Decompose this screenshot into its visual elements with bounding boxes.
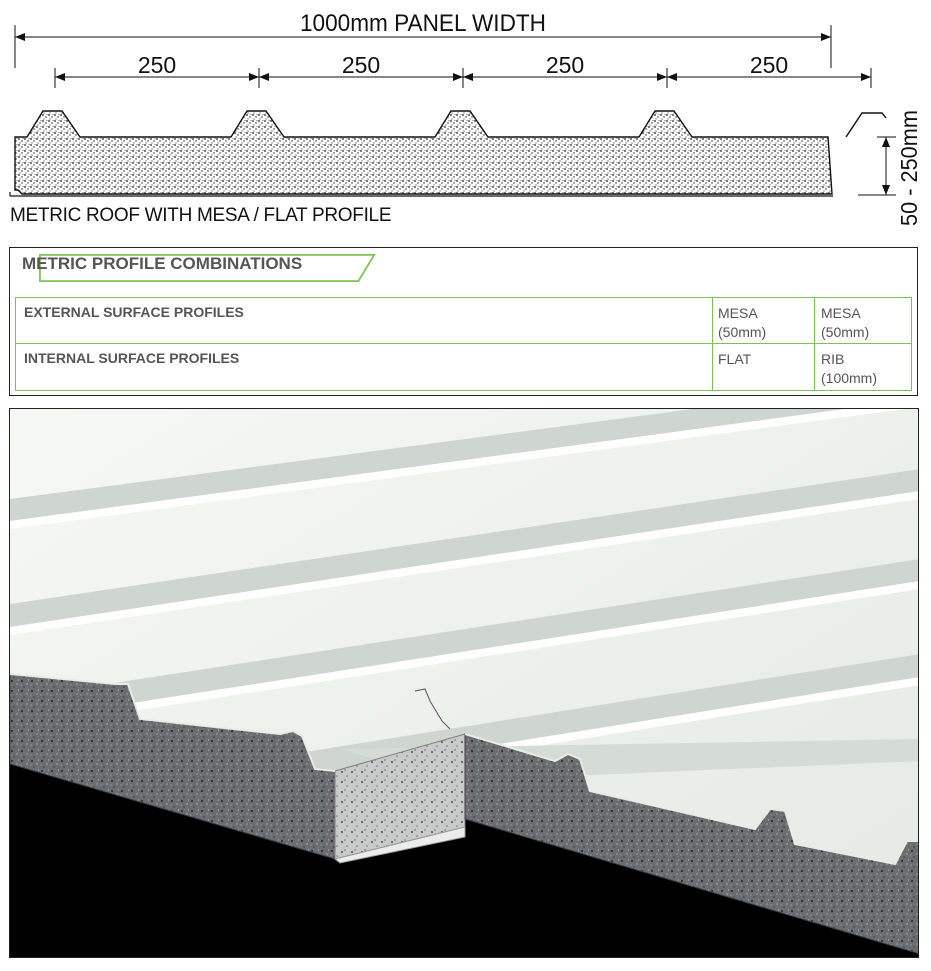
segment-label-1: 250 bbox=[137, 52, 177, 78]
segment-label-2: 250 bbox=[341, 52, 381, 78]
row-col1 bbox=[713, 298, 815, 343]
segment-dimensions bbox=[55, 52, 871, 88]
row-col1-line1: MESA bbox=[718, 305, 758, 321]
row-col2-line2: (100mm) bbox=[821, 370, 878, 386]
row-col1 bbox=[713, 344, 815, 390]
row-label: EXTERNAL SURFACE PROFILES bbox=[16, 298, 713, 343]
thickness-label: 50 - 250mm bbox=[896, 103, 922, 226]
panel-profile-drawing bbox=[0, 0, 931, 240]
row-col1-line2: (50mm) bbox=[718, 324, 767, 340]
row-col2-line1: MESA bbox=[821, 305, 861, 321]
table-row-internal bbox=[15, 344, 912, 391]
panel-width-label: 1000mm PANEL WIDTH bbox=[300, 10, 546, 37]
drawing-caption: METRIC ROOF WITH MESA / FLAT PROFILE bbox=[10, 205, 392, 226]
row-col2-line2: (50mm) bbox=[821, 324, 870, 340]
panel-render-svg bbox=[10, 409, 919, 958]
row-col2 bbox=[815, 344, 911, 390]
panel-render-image bbox=[9, 408, 919, 958]
row-label: INTERNAL SURFACE PROFILES bbox=[16, 344, 713, 390]
row-col2-line1: RIB bbox=[821, 351, 845, 367]
row-col1-line1: FLAT bbox=[718, 351, 752, 367]
segment-label-4: 250 bbox=[749, 52, 789, 78]
table-title: METRIC PROFILE COMBINATIONS bbox=[22, 254, 303, 273]
segment-label-3: 250 bbox=[545, 52, 585, 78]
profile-combinations-table bbox=[9, 247, 918, 396]
row-col2 bbox=[815, 298, 911, 343]
table-row-external bbox=[15, 297, 912, 344]
